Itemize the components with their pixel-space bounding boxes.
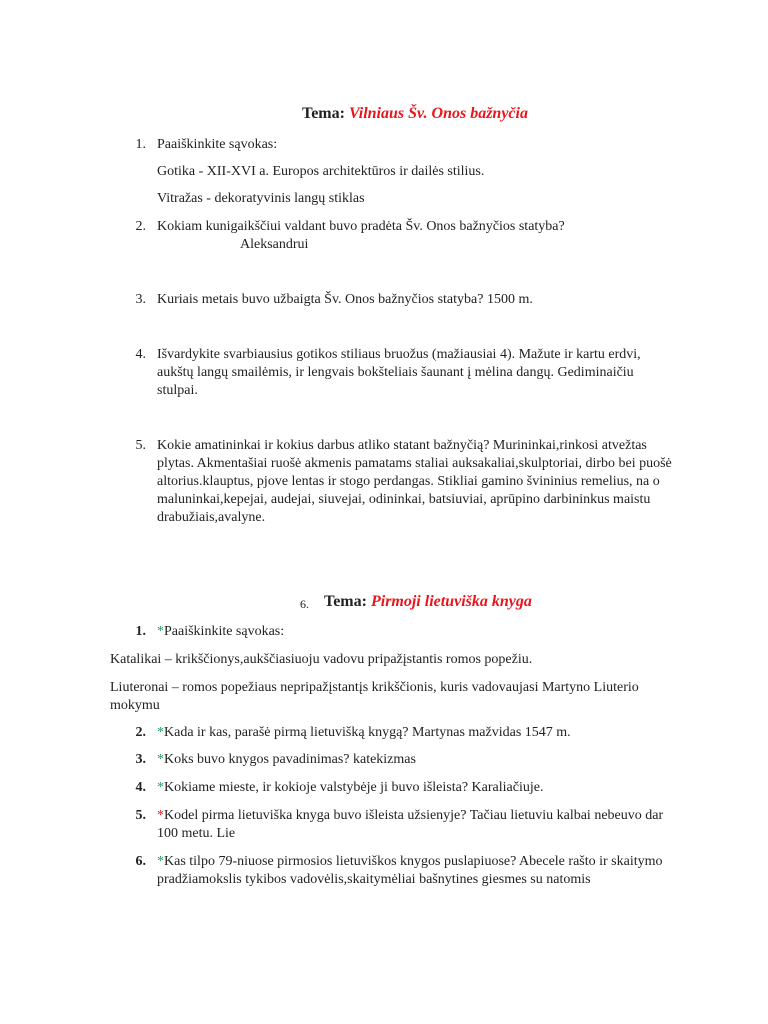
- section2-q2-text: [157, 724, 571, 742]
- section2-title: [324, 593, 532, 611]
- definition-liuteronai-line: mokymu: [110, 698, 160, 713]
- section1-q5-line: plytas. Akmentašiai ruošė akmenis pamatams staliai auksakaliai,skulptoriai, dirbo bei puošė: [157, 456, 672, 471]
- definition-liuteronai-line: Liuteronai – romos popežiaus nepripažįstantįs krikščionis, kuris vadovaujasi Martyno Liuterio: [110, 680, 639, 695]
- star-marker: *: [157, 725, 164, 740]
- section1-q5-line: maluninkai,kepejai, audejai, siuvejai, odininkai, batsiuviai, aprūpino darbininkus maistu: [157, 492, 651, 507]
- section1-title-label: Tema:: [302, 105, 345, 122]
- section2-q2-label: Kada ir kas, parašė pirmą lietuvišką knygą? Martynas mažvidas 1547 m.: [164, 725, 571, 740]
- star-marker: *: [157, 624, 164, 639]
- section2-q2-number: 2.: [135, 725, 146, 740]
- section2-q1-label: Paaiškinkite sąvokas:: [164, 624, 285, 639]
- section2-q4-label: Kokiame mieste, ir kokioje valstybėje ji buvo išleista? Karaliačiuje.: [164, 780, 544, 795]
- section2-q5-line: [157, 807, 663, 825]
- section1-q4-line: stulpai.: [157, 383, 198, 398]
- section2-q6-label: Kas tilpo 79-niuose pirmosios lietuviškos knygos puslapiuose? Abecele rašto ir skaitymo: [164, 854, 663, 869]
- section2-number: 6.: [300, 597, 309, 611]
- section2-q4-number: 4.: [135, 780, 146, 795]
- section2-q5-line: 100 metu. Lie: [157, 826, 236, 841]
- section2-q4-text: [157, 779, 543, 797]
- star-marker: *: [157, 854, 164, 869]
- section2-q6-line: [157, 853, 663, 871]
- section1-title: [302, 105, 528, 123]
- section2-q1-number: 1.: [135, 624, 146, 639]
- section2-q3-number: 3.: [135, 752, 146, 767]
- section2-q5-label: Kodel pirma lietuviška knyga buvo išleista užsienyje? Tačiau lietuviu kalbai nebeuvo dar: [164, 808, 664, 823]
- section1-q2-number: 2.: [135, 219, 146, 234]
- star-marker: *: [157, 780, 164, 795]
- definition-vitrazas: Vitražas - dekoratyvinis langų stiklas: [157, 191, 365, 206]
- section2-q6-number: 6.: [135, 854, 146, 869]
- star-marker: *: [157, 752, 164, 767]
- section2-q3-text: [157, 751, 416, 769]
- section1-q4-line: Išvardykite svarbiausius gotikos stiliaus bruožus (mažiausiai 4). Mažute ir kartu erdvi,: [157, 347, 641, 362]
- section2-q6-line: pradžiamokslis tykibos vadovėlis,skaitymėliai bašnytines giesmes su natomis: [157, 872, 591, 887]
- section1-q5-number: 5.: [135, 438, 146, 453]
- section2-q3-label: Koks buvo knygos pavadinimas? katekizmas: [164, 752, 416, 767]
- section1-q4-line: aukštų langų smailėmis, ir lengvais bokšteliais šaunant į mėlina dangų. Gediminaičiu: [157, 365, 634, 380]
- definition-gotika: Gotika - XII-XVI a. Europos architektūros ir dailės stilius.: [157, 164, 485, 179]
- section1-q3-text: Kuriais metais buvo užbaigta Šv. Onos bažnyčios statyba? 1500 m.: [157, 292, 533, 307]
- section1-q1-text: Paaiškinkite sąvokas:: [157, 137, 278, 152]
- section1-q2-answer: Aleksandrui: [240, 237, 309, 252]
- section2-title-label: Tema:: [324, 593, 367, 610]
- section1-q5-line: drabužiais,avalyne.: [157, 510, 266, 525]
- definition-katalikai: Katalikai – krikščionys,aukščiasiuoju vadovu pripažįstantis romos popežiu.: [110, 652, 533, 667]
- section2-q5-number: 5.: [135, 808, 146, 823]
- section1-q4-number: 4.: [135, 347, 146, 362]
- star-marker: *: [157, 808, 164, 823]
- section1-title-topic: Vilniaus Šv. Onos bažnyčia: [348, 105, 528, 122]
- section2-q1-text: [157, 623, 284, 641]
- section1-q1-number: 1.: [135, 137, 146, 152]
- section1-q5-line: altorius.klauptus, pjove lentas ir stogo perdangas. Stikliai gamino švininius remelius, na o: [157, 474, 660, 489]
- section1-q2-text: Kokiam kunigaikščiui valdant buvo pradėta Šv. Onos bažnyčios statyba?: [157, 219, 565, 234]
- section1-q5-line: Kokie amatininkai ir kokius darbus atliko statant bažnyčią? Murininkai,rinkosi atvežtas: [157, 438, 647, 453]
- section1-q3-number: 3.: [135, 292, 146, 307]
- section2-title-topic: Pirmoji lietuviška knyga: [370, 593, 532, 610]
